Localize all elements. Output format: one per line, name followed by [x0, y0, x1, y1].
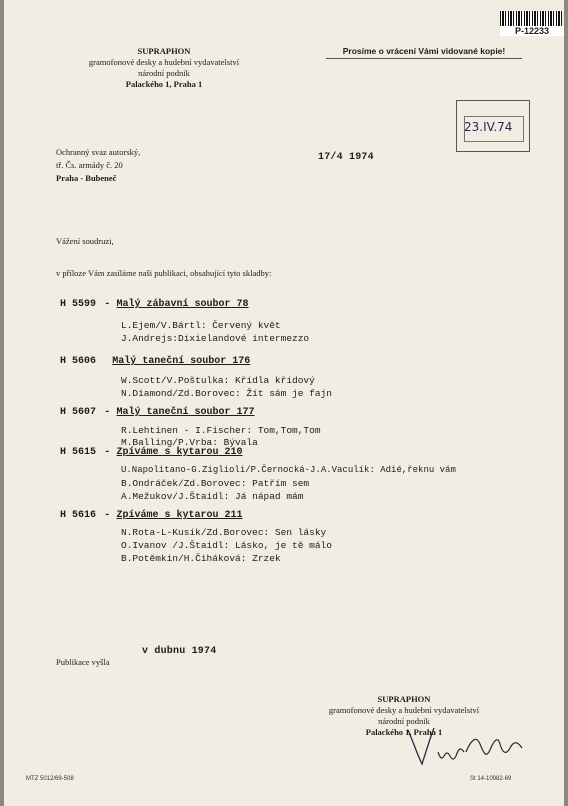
recipient-line1: Ochranný svaz autorský,: [56, 147, 141, 157]
recipient-block: [56, 146, 256, 185]
song-line: M.Balling/P.Vrba: Bývala: [121, 437, 258, 448]
signature-line2: národní podnik: [378, 716, 430, 726]
entry-2: [60, 356, 250, 367]
sender-line2: národní podnik: [138, 68, 190, 78]
song-line: L.Ejem/V.Bártl: Červený květ: [121, 320, 281, 331]
sender-address: Palackého 1, Praha 1: [125, 79, 203, 89]
signature-line1: gramofonové desky a hudební vydavatelství: [328, 705, 480, 715]
entry-code: H 5616: [60, 510, 97, 521]
song-line: J.Andrejs:Dixielandové intermezzo: [121, 333, 310, 344]
entry-title: Malý zábavní soubor 78: [116, 299, 249, 310]
entry-3: [60, 407, 255, 418]
sender-block: [44, 46, 284, 90]
published-label: Publikace vyšla: [56, 657, 110, 667]
song-line: A.Mežukov/J.Štaidl: Já nápad mám: [121, 491, 304, 502]
entry-4: [60, 447, 243, 458]
entry-title: Malý taneční soubor 176: [112, 356, 251, 367]
entry-dash: -: [104, 407, 111, 418]
entry-title: Zpíváme s kytarou 211: [116, 510, 243, 521]
signature-name: SUPRAPHON: [377, 694, 431, 704]
entry-dash: -: [104, 447, 111, 458]
entry-code: H 5615: [60, 447, 97, 458]
letter-page: [4, 0, 564, 806]
song-line: R.Lehtinen - I.Fischer: Tom,Tom,Tom: [121, 425, 321, 436]
recipient-line2: tř. Čs. armády č. 20: [56, 160, 123, 170]
entry-code: H 5607: [60, 407, 97, 418]
song-line: U.Napolitano-G.Ziglioli/P.Černocká-J.A.Vaculík: Adié,řeknu vám: [121, 465, 456, 475]
entry-1: [60, 299, 249, 310]
signature-address: Palackého 1, Praha 1: [365, 727, 443, 737]
return-request: Prosíme o vrácení Vámi vidované kopie!: [342, 46, 506, 56]
barcode: [500, 11, 562, 26]
request-divider: [326, 58, 522, 59]
entry-title: Zpíváme s kytarou 210: [116, 447, 243, 458]
salutation: Vážení soudruzi,: [56, 236, 114, 246]
letter-date: 17/4 1974: [318, 152, 374, 163]
intro-text: v příloze Vám zasíláme naši publikaci, obsahující tyto skladby:: [56, 268, 272, 278]
song-line: O.Ivanov /J.Štaidl: Lásko, je tě málo: [121, 540, 332, 551]
published-value: v dubnu 1974: [142, 646, 217, 657]
sender-name: SUPRAPHON: [137, 46, 191, 56]
entry-5: [60, 510, 243, 521]
stamp-date: 23.IV.74: [464, 120, 513, 134]
entry-dash: -: [104, 510, 111, 521]
song-line: N.Rota-L-Kusík/Zd.Borovec: Sen lásky: [121, 527, 327, 538]
barcode-number: P-12233: [500, 26, 564, 36]
entry-title: Malý taneční soubor 177: [116, 407, 255, 418]
song-line: B.Potěmkin/H.Čiháková: Zrzek: [121, 553, 281, 564]
song-line: B.Ondráček/Zd.Borovec: Patřím sem: [121, 478, 310, 489]
entry-dash: -: [104, 299, 111, 310]
recipient-line3: Praha - Bubeneč: [56, 173, 117, 183]
sender-line1: gramofonové desky a hudební vydavatelství: [88, 57, 240, 67]
footer-left: MTZ 5012/69-508: [26, 776, 74, 782]
song-line: N.Diamond/Zd.Borovec: Žít sám je fajn: [121, 388, 332, 399]
entry-code: H 5606: [60, 356, 97, 367]
entry-code: H 5599: [60, 299, 97, 310]
footer-right: St 14-10982-69: [470, 776, 512, 782]
handwritten-signature: [400, 722, 530, 772]
song-line: W.Scott/V.Poštulka: Křídla křídový: [121, 375, 315, 386]
